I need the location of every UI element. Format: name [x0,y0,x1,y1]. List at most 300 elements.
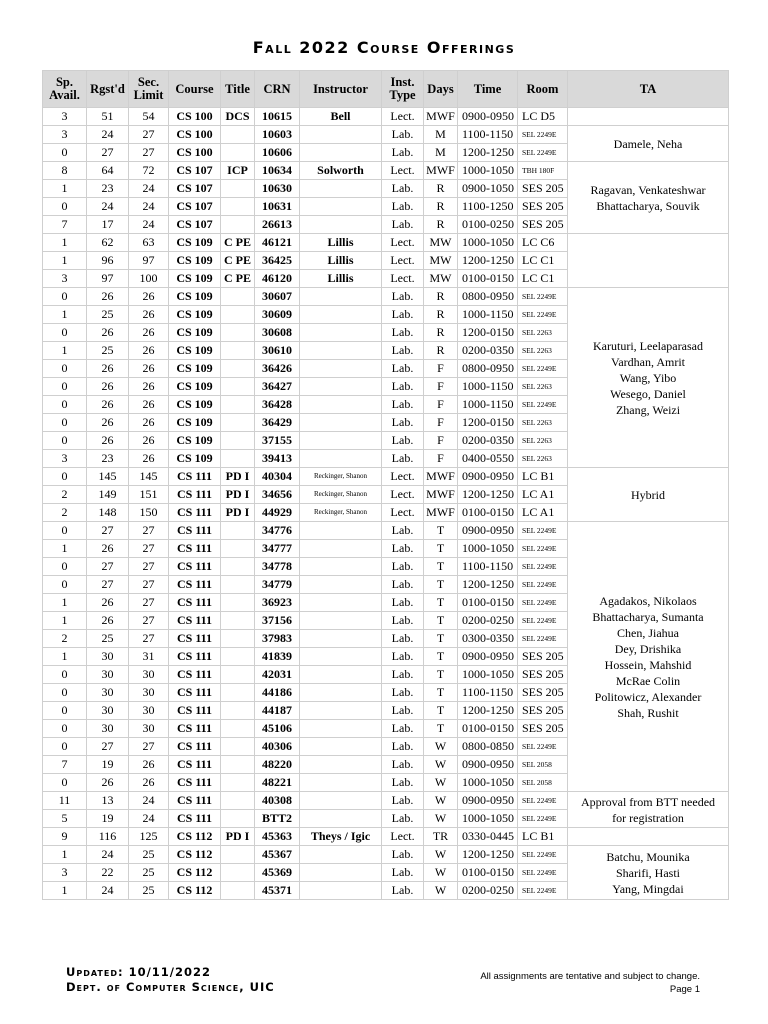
instructor-cell [300,540,382,558]
instructor-cell: Theys / Igic [300,828,382,846]
sp-avail-cell: 3 [43,270,87,288]
sp-avail-cell: 0 [43,288,87,306]
registered-cell: 23 [87,180,129,198]
title-cell [221,144,255,162]
header-inst-type: Inst. Type [382,71,424,108]
registered-cell: 30 [87,666,129,684]
time-cell: 0900-1050 [458,180,518,198]
course-cell: CS 109 [169,360,221,378]
room-cell: SES 205 [518,702,568,720]
title-cell [221,288,255,306]
sec-limit-cell: 26 [129,360,169,378]
crn-cell: 34776 [255,522,300,540]
course-cell: CS 111 [169,792,221,810]
title-cell [221,378,255,396]
days-cell: MWF [424,108,458,126]
days-cell: F [424,450,458,468]
room-cell: TBH 180F [518,162,568,180]
time-cell: 0100-0150 [458,504,518,522]
ta-cell [568,108,729,126]
instructor-cell [300,648,382,666]
ta-cell [568,234,729,288]
sp-avail-cell: 2 [43,486,87,504]
time-cell: 1100-1150 [458,558,518,576]
instructor-cell [300,612,382,630]
registered-cell: 27 [87,576,129,594]
title-cell: C PE [221,270,255,288]
time-cell: 1000-1150 [458,396,518,414]
days-cell: W [424,882,458,900]
instructor-cell: Bell [300,108,382,126]
title-cell [221,522,255,540]
course-cell: CS 111 [169,540,221,558]
registered-cell: 145 [87,468,129,486]
registered-cell: 62 [87,234,129,252]
room-cell: SEL 2249E [518,360,568,378]
crn-cell: 10606 [255,144,300,162]
time-cell: 0900-0950 [458,792,518,810]
instructor-cell [300,378,382,396]
registered-cell: 26 [87,324,129,342]
instructor-cell [300,864,382,882]
inst-type-cell: Lab. [382,756,424,774]
days-cell: MW [424,234,458,252]
instructor-cell [300,774,382,792]
sp-avail-cell: 0 [43,198,87,216]
title-cell [221,648,255,666]
time-cell: 0900-0950 [458,468,518,486]
days-cell: MWF [424,504,458,522]
header-instructor: Instructor [300,71,382,108]
registered-cell: 17 [87,216,129,234]
crn-cell: 36425 [255,252,300,270]
inst-type-cell: Lab. [382,396,424,414]
sec-limit-cell: 26 [129,306,169,324]
sp-avail-cell: 0 [43,378,87,396]
sec-limit-cell: 24 [129,792,169,810]
course-cell: CS 111 [169,702,221,720]
time-cell: 1200-1250 [458,576,518,594]
time-cell: 1100-1150 [458,126,518,144]
inst-type-cell: Lab. [382,648,424,666]
room-cell: SES 205 [518,684,568,702]
title-cell [221,702,255,720]
course-cell: CS 111 [169,504,221,522]
time-cell: 1000-1050 [458,666,518,684]
title-cell [221,540,255,558]
inst-type-cell: Lab. [382,882,424,900]
time-cell: 0200-0250 [458,882,518,900]
room-cell: SES 205 [518,198,568,216]
course-cell: CS 100 [169,144,221,162]
course-cell: CS 109 [169,234,221,252]
room-cell: SEL 2249E [518,864,568,882]
crn-cell: 10634 [255,162,300,180]
course-cell: CS 100 [169,108,221,126]
sec-limit-cell: 26 [129,324,169,342]
sp-avail-cell: 3 [43,450,87,468]
room-cell: LC C1 [518,270,568,288]
crn-cell: 34778 [255,558,300,576]
registered-cell: 149 [87,486,129,504]
instructor-cell [300,450,382,468]
registered-cell: 26 [87,774,129,792]
sp-avail-cell: 3 [43,126,87,144]
room-cell: SEL 2249E [518,846,568,864]
title-cell [221,774,255,792]
course-cell: CS 109 [169,252,221,270]
days-cell: F [424,414,458,432]
room-cell: SES 205 [518,180,568,198]
title-cell [221,738,255,756]
sec-limit-cell: 27 [129,540,169,558]
days-cell: T [424,702,458,720]
days-cell: T [424,594,458,612]
sp-avail-cell: 0 [43,396,87,414]
registered-cell: 19 [87,756,129,774]
sp-avail-cell: 0 [43,414,87,432]
time-cell: 0100-0150 [458,270,518,288]
inst-type-cell: Lab. [382,738,424,756]
days-cell: M [424,126,458,144]
registered-cell: 24 [87,126,129,144]
header-course: Course [169,71,221,108]
room-cell: LC D5 [518,108,568,126]
crn-cell: 39413 [255,450,300,468]
crn-cell: 46121 [255,234,300,252]
time-cell: 0300-0350 [458,630,518,648]
registered-cell: 26 [87,540,129,558]
sec-limit-cell: 26 [129,414,169,432]
inst-type-cell: Lab. [382,810,424,828]
title-cell: C PE [221,234,255,252]
sec-limit-cell: 31 [129,648,169,666]
days-cell: MWF [424,486,458,504]
course-cell: CS 109 [169,396,221,414]
crn-cell: 45367 [255,846,300,864]
days-cell: T [424,630,458,648]
title-cell [221,432,255,450]
inst-type-cell: Lect. [382,252,424,270]
inst-type-cell: Lab. [382,522,424,540]
sp-avail-cell: 1 [43,342,87,360]
days-cell: MWF [424,162,458,180]
crn-cell: 42031 [255,666,300,684]
instructor-cell [300,414,382,432]
registered-cell: 26 [87,378,129,396]
registered-cell: 24 [87,846,129,864]
registered-cell: 51 [87,108,129,126]
instructor-cell [300,846,382,864]
time-cell: 0330-0445 [458,828,518,846]
inst-type-cell: Lab. [382,846,424,864]
title-cell: DCS [221,108,255,126]
sp-avail-cell: 3 [43,864,87,882]
room-cell: SEL 2058 [518,774,568,792]
title-cell [221,198,255,216]
course-cell: CS 109 [169,270,221,288]
sp-avail-cell: 0 [43,720,87,738]
sec-limit-cell: 30 [129,702,169,720]
header-days: Days [424,71,458,108]
instructor-cell [300,792,382,810]
crn-cell: 44929 [255,504,300,522]
days-cell: T [424,684,458,702]
crn-cell: 40306 [255,738,300,756]
crn-cell: 30608 [255,324,300,342]
room-cell: SEL 2249E [518,288,568,306]
course-cell: CS 100 [169,126,221,144]
room-cell: LC C1 [518,252,568,270]
sp-avail-cell: 0 [43,684,87,702]
registered-cell: 30 [87,702,129,720]
crn-cell: BTT2 [255,810,300,828]
inst-type-cell: Lab. [382,216,424,234]
room-cell: SEL 2249E [518,522,568,540]
crn-cell: 36426 [255,360,300,378]
time-cell: 1000-1050 [458,774,518,792]
sec-limit-cell: 26 [129,774,169,792]
instructor-cell [300,342,382,360]
sec-limit-cell: 27 [129,630,169,648]
course-cell: CS 107 [169,198,221,216]
time-cell: 0900-0950 [458,648,518,666]
time-cell: 1000-1050 [458,810,518,828]
title-cell [221,756,255,774]
page-title: Fall 2022 Course Offerings [252,38,516,57]
time-cell: 0200-0350 [458,342,518,360]
time-cell: 1000-1050 [458,162,518,180]
days-cell: T [424,720,458,738]
days-cell: TR [424,828,458,846]
title-cell [221,576,255,594]
room-cell: SEL 2249E [518,630,568,648]
sp-avail-cell: 8 [43,162,87,180]
crn-cell: 10603 [255,126,300,144]
sec-limit-cell: 26 [129,378,169,396]
course-cell: CS 111 [169,558,221,576]
room-cell: LC C6 [518,234,568,252]
sp-avail-cell: 7 [43,216,87,234]
title-cell [221,612,255,630]
time-cell: 1200-1250 [458,702,518,720]
crn-cell: 30609 [255,306,300,324]
room-cell: SES 205 [518,216,568,234]
registered-cell: 25 [87,306,129,324]
sp-avail-cell: 0 [43,468,87,486]
sp-avail-cell: 11 [43,792,87,810]
title-cell: PD I [221,486,255,504]
footer-page: Page 1 [669,984,700,995]
sec-limit-cell: 97 [129,252,169,270]
days-cell: T [424,648,458,666]
time-cell: 1000-1050 [458,540,518,558]
sec-limit-cell: 30 [129,684,169,702]
sp-avail-cell: 0 [43,576,87,594]
room-cell: SEL 2249E [518,144,568,162]
table-body [43,108,729,900]
registered-cell: 26 [87,288,129,306]
registered-cell: 25 [87,342,129,360]
sp-avail-cell: 1 [43,846,87,864]
title-cell [221,414,255,432]
registered-cell: 25 [87,630,129,648]
days-cell: T [424,576,458,594]
sec-limit-cell: 27 [129,594,169,612]
title-cell [221,846,255,864]
time-cell: 0900-0950 [458,522,518,540]
crn-cell: 30610 [255,342,300,360]
course-cell: CS 109 [169,306,221,324]
course-cell: CS 111 [169,648,221,666]
instructor-cell [300,360,382,378]
crn-cell: 36429 [255,414,300,432]
sec-limit-cell: 100 [129,270,169,288]
instructor-cell [300,180,382,198]
room-cell: SEL 2263 [518,432,568,450]
room-cell: SEL 2263 [518,378,568,396]
room-cell: SEL 2249E [518,576,568,594]
inst-type-cell: Lect. [382,108,424,126]
registered-cell: 27 [87,144,129,162]
room-cell: LC B1 [518,828,568,846]
sec-limit-cell: 27 [129,522,169,540]
sec-limit-cell: 150 [129,504,169,522]
days-cell: W [424,846,458,864]
course-cell: CS 109 [169,432,221,450]
crn-cell: 34779 [255,576,300,594]
course-cell: CS 111 [169,666,221,684]
instructor-cell: Solworth [300,162,382,180]
crn-cell: 45369 [255,864,300,882]
course-cell: CS 111 [169,576,221,594]
title-cell: PD I [221,828,255,846]
instructor-cell [300,126,382,144]
title-cell [221,720,255,738]
inst-type-cell: Lect. [382,486,424,504]
header-room: Room [518,71,568,108]
instructor-cell [300,396,382,414]
registered-cell: 116 [87,828,129,846]
inst-type-cell: Lab. [382,198,424,216]
sec-limit-cell: 30 [129,666,169,684]
sec-limit-cell: 27 [129,612,169,630]
instructor-cell: Lillis [300,252,382,270]
room-cell: SES 205 [518,720,568,738]
registered-cell: 27 [87,738,129,756]
crn-cell: 41839 [255,648,300,666]
course-cell: CS 109 [169,324,221,342]
sec-limit-cell: 25 [129,864,169,882]
time-cell: 0800-0850 [458,738,518,756]
sp-avail-cell: 1 [43,252,87,270]
sec-limit-cell: 27 [129,144,169,162]
time-cell: 0100-0150 [458,864,518,882]
crn-cell: 10630 [255,180,300,198]
sp-avail-cell: 0 [43,558,87,576]
ta-cell: Batchu, Mounika Sharifi, Hasti Yang, Mingdai [568,846,729,900]
days-cell: T [424,666,458,684]
registered-cell: 19 [87,810,129,828]
days-cell: W [424,738,458,756]
sec-limit-cell: 30 [129,720,169,738]
instructor-cell: Lillis [300,270,382,288]
room-cell: SEL 2263 [518,450,568,468]
ta-cell: Agadakos, Nikolaos Bhattacharya, Sumanta Chen, Jiahua Dey, Drishika Hossein, Mahshid McRae Colin Politowicz, Alexander Shah, Rushit [568,522,729,792]
sec-limit-cell: 26 [129,756,169,774]
header-registered: Rgst'd [87,71,129,108]
instructor-cell [300,702,382,720]
days-cell: R [424,180,458,198]
course-cell: CS 107 [169,180,221,198]
crn-cell: 37156 [255,612,300,630]
room-cell: SEL 2249E [518,738,568,756]
table-row [43,126,729,144]
time-cell: 0400-0550 [458,450,518,468]
table-row [43,234,729,252]
sec-limit-cell: 125 [129,828,169,846]
crn-cell: 46120 [255,270,300,288]
title-cell [221,306,255,324]
days-cell: W [424,756,458,774]
header-sec-limit: Sec. Limit [129,71,169,108]
sp-avail-cell: 0 [43,738,87,756]
course-cell: CS 111 [169,684,221,702]
instructor-cell [300,306,382,324]
instructor-cell [300,684,382,702]
table-row [43,468,729,486]
crn-cell: 45106 [255,720,300,738]
room-cell: SEL 2263 [518,324,568,342]
course-offerings-table [42,70,729,900]
time-cell: 1200-1250 [458,144,518,162]
instructor-cell [300,882,382,900]
instructor-cell: Reckinger, Shanon [300,486,382,504]
room-cell: LC A1 [518,486,568,504]
title-cell [221,360,255,378]
sp-avail-cell: 3 [43,108,87,126]
inst-type-cell: Lab. [382,594,424,612]
days-cell: R [424,342,458,360]
crn-cell: 40304 [255,468,300,486]
inst-type-cell: Lect. [382,270,424,288]
title-cell: PD I [221,468,255,486]
course-cell: CS 111 [169,774,221,792]
instructor-cell [300,522,382,540]
sec-limit-cell: 145 [129,468,169,486]
course-cell: CS 111 [169,486,221,504]
instructor-cell [300,324,382,342]
sp-avail-cell: 1 [43,594,87,612]
table-row [43,162,729,180]
sec-limit-cell: 24 [129,180,169,198]
crn-cell: 44187 [255,702,300,720]
footer-note: All assignments are tentative and subject to change. [480,971,700,982]
sp-avail-cell: 1 [43,180,87,198]
title-cell [221,666,255,684]
registered-cell: 96 [87,252,129,270]
room-cell: SEL 2249E [518,558,568,576]
inst-type-cell: Lab. [382,360,424,378]
sec-limit-cell: 26 [129,288,169,306]
time-cell: 0200-0350 [458,432,518,450]
days-cell: MWF [424,468,458,486]
title-cell: PD I [221,504,255,522]
time-cell: 1100-1250 [458,198,518,216]
ta-cell: Damele, Neha [568,126,729,162]
course-cell: CS 109 [169,450,221,468]
sp-avail-cell: 1 [43,306,87,324]
